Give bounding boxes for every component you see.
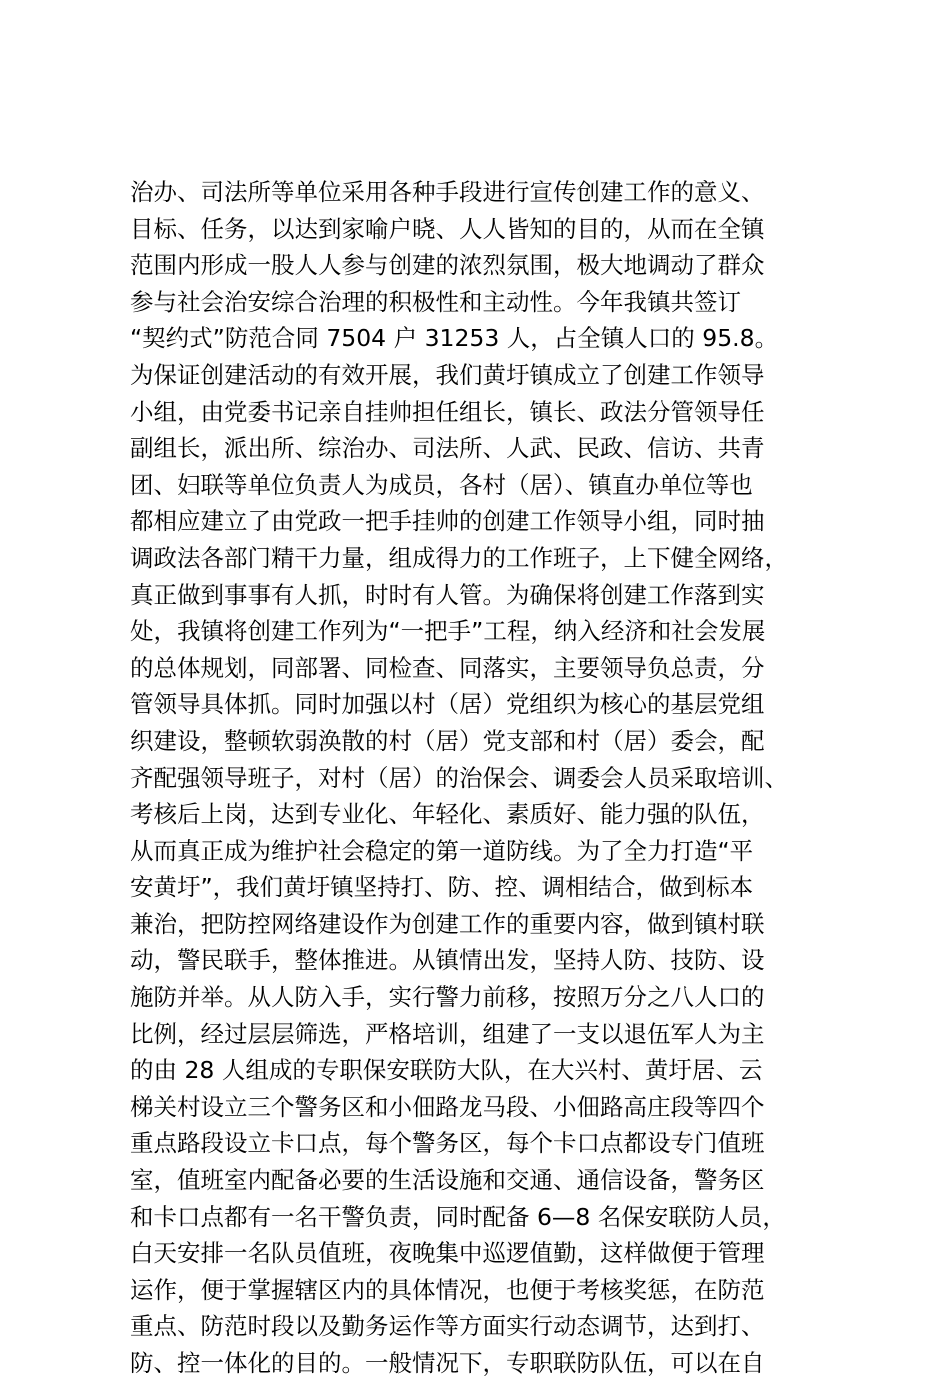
- text-line: 白天安排一名队员值班，夜晚集中巡逻值勤，这样做便于管理: [130, 1239, 765, 1268]
- text-line: 和卡口点都有一名干警负责，同时配备 6—8 名保安联防人员，: [130, 1202, 786, 1231]
- body-paragraph: [130, 174, 850, 1382]
- text-line: 为保证创建活动的有效开展，我们黄圩镇成立了创建工作领导: [130, 360, 765, 389]
- text-line: 调政法各部门精干力量，组成得力的工作班子，上下健全网络，: [130, 543, 788, 572]
- text-line: “契约式”防范合同 7504 户 31253 人，占全镇人口的 95.8。: [130, 324, 779, 353]
- text-line: 的由 28 人组成的专职保安联防大队，在大兴村、黄圩居、云: [130, 1056, 763, 1085]
- text-line: 团、妇联等单位负责人为成员，各村（居）、镇直办单位等也: [130, 470, 753, 499]
- text-line: 从而真正成为维护社会稳定的第一道防线。为了全力打造“平: [130, 836, 754, 865]
- text-line: 处，我镇将创建工作列为“一把手”工程，纳入经济和社会发展: [130, 617, 766, 646]
- text-line: 运作，便于掌握辖区内的具体情况，也便于考核奖惩，在防范: [130, 1275, 765, 1304]
- text-line: 的总体规划，同部署、同检查、同落实，主要领导负总责，分: [130, 653, 765, 682]
- text-line: 梯关村设立三个警务区和小佃路龙马段、小佃路高庄段等四个: [130, 1092, 765, 1121]
- text-line: 兼治，把防控网络建设作为创建工作的重要内容，做到镇村联: [130, 909, 765, 938]
- text-line: 目标、任务，以达到家喻户晓、人人皆知的目的，从而在全镇: [130, 214, 765, 243]
- text-line: 考核后上岗，达到专业化、年轻化、素质好、能力强的队伍，: [130, 800, 765, 829]
- text-line: 都相应建立了由党政一把手挂帅的创建工作领导小组，同时抽: [130, 507, 765, 536]
- text-line: 小组，由党委书记亲自挂帅担任组长，镇长、政法分管领导任: [130, 397, 765, 426]
- text-line: 防、控一体化的目的。一般情况下，专职联防队伍，可以在自: [130, 1349, 765, 1377]
- text-line: 室，值班室内配备必要的生活设施和交通、通信设备，警务区: [130, 1166, 765, 1195]
- text-line: 范围内形成一股人人参与创建的浓烈氛围，极大地调动了群众: [130, 251, 765, 280]
- text-line: 重点路段设立卡口点，每个警务区，每个卡口点都设专门值班: [130, 1129, 765, 1158]
- text-line: 重点、防范时段以及勤务运作等方面实行动态调节，达到打、: [130, 1312, 765, 1341]
- text-line: 动，警民联手，整体推进。从镇情出发，坚持人防、技防、设: [130, 946, 765, 975]
- text-line: 施防并举。从人防入手，实行警力前移，按照万分之八人口的: [130, 983, 765, 1012]
- text-line: 齐配强领导班子，对村（居）的治保会、调委会人员采取培训、: [130, 763, 788, 792]
- text-line: 副组长，派出所、综治办、司法所、人武、民政、信访、共青: [130, 434, 765, 463]
- text-line: 安黄圩”，我们黄圩镇坚持打、防、控、调相结合，做到标本: [130, 873, 754, 902]
- text-line: 参与社会治安综合治理的积极性和主动性。今年我镇共签订: [130, 287, 741, 316]
- text-line: 比例，经过层层筛选，严格培训，组建了一支以退伍军人为主: [130, 1019, 765, 1048]
- text-line: 织建设，整顿软弱涣散的村（居）党支部和村（居）委会，配: [130, 726, 765, 755]
- text-line: 管领导具体抓。同时加强以村（居）党组织为核心的基层党组: [130, 690, 765, 719]
- text-line: 治办、司法所等单位采用各种手段进行宣传创建工作的意义、: [130, 178, 765, 206]
- text-line: 真正做到事事有人抓，时时有人管。为确保将创建工作落到实: [130, 580, 765, 609]
